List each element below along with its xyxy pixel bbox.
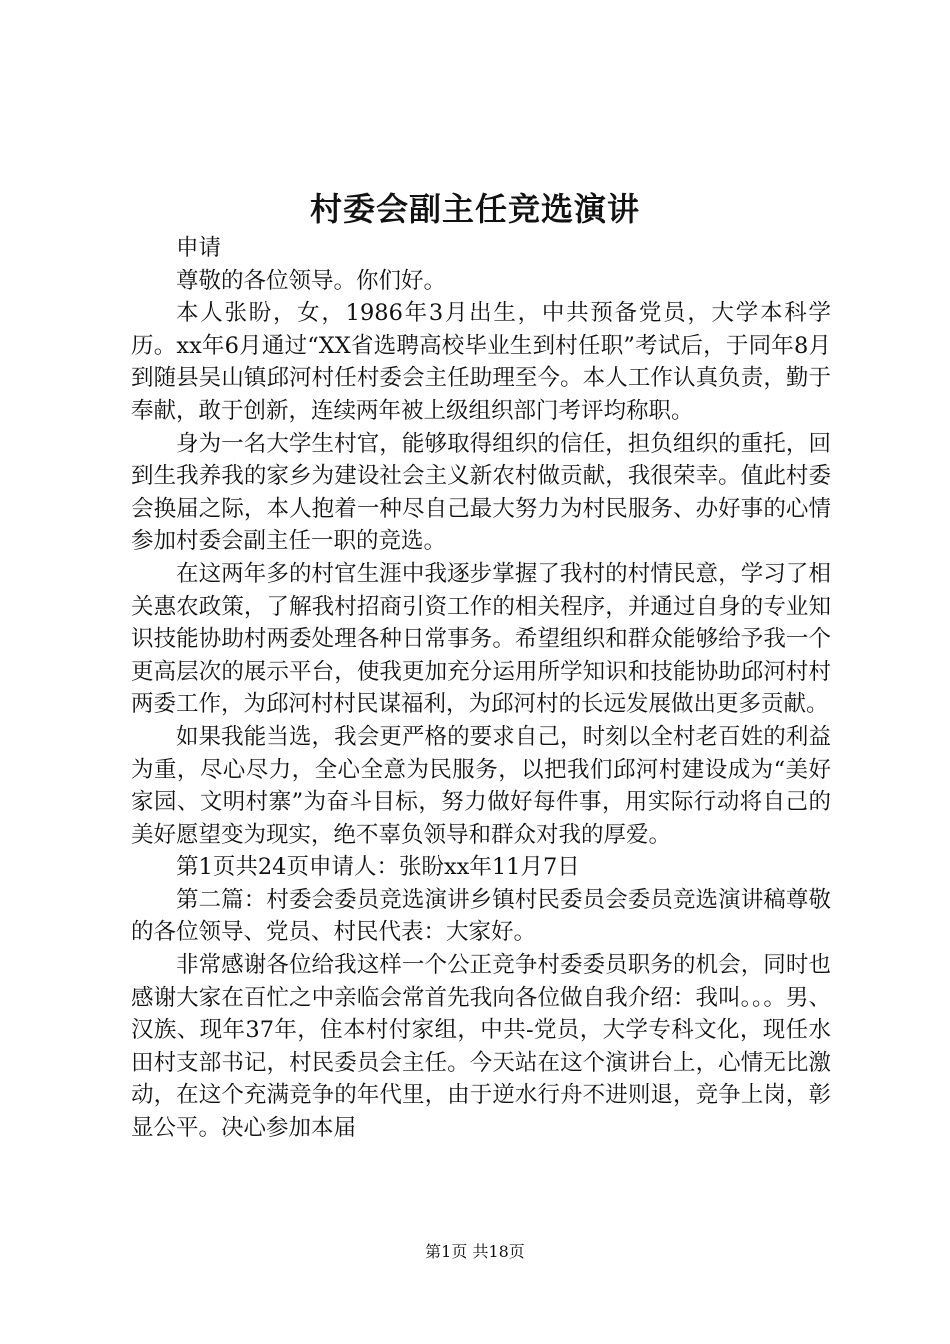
- paragraph: 如果我能当选，我会更严格的要求自己，时刻以全村老百姓的利益为重，尽心尽力，全心全意为民服务，以把我们邱河村建设成为“美好家园、文明村寨”为奋斗目标，努力做好每件事，用实际行动将自己的美好愿望变为现实，绝不辜负领导和群众对我的厚爱。: [131, 723, 831, 848]
- paragraph: 非常感谢各位给我这样一个公正竞争村委委员职务的机会，同时也感谢大家在百忙之中亲临会常首先我向各位做自我介绍：我叫。。。男、汉族、现年37年，住本村付家组，中共-党员，大学专科文化，现任水田村支部书记，村民委员会主任。今天站在这个演讲台上，心情无比激动，在这个充满竞争的年代里，由于逆水行舟不进则退，竞争上岗，彰显公平。决心参加本届: [131, 952, 831, 1142]
- paragraph: 本人张盼，女，1986年3月出生，中共预备党员，大学本科学历。xx年6月通过“XX省选聘高校毕业生到村任职”考试后，于同年8月到随县吴山镇邱河村任村委会主任助理至今。本人工作认真负责，勤于奉献，敢于创新，连续两年被上级组织部门考评均称职。: [131, 300, 831, 424]
- page-footer: 第1页 共18页: [425, 1242, 525, 1261]
- paragraph: 在这两年多的村官生涯中我逐步掌握了我村的村情民意，学习了相关惠农政策，了解我村招商引资工作的相关程序，并通过自身的专业知识技能协助村两委处理各种日常事务。希望组织和群众能够给予我一个更高层次的展示平台，使我更加充分运用所学知识和技能协助邱河村村两委工作，为邱河村村民谋福利，为邱河村的长远发展做出更多贡献。: [131, 560, 831, 718]
- paragraph: 身为一名大学生村官，能够取得组织的信任，担负组织的重托，回到生我养我的家乡为建设社会主义新农村做贡献，我很荣幸。值此村委会换届之际，本人抱着一种尽自己最大努力为村民服务、办好事的心情参加村委会副主任一职的竞选。: [131, 430, 831, 555]
- paragraph: 申请: [176, 235, 222, 261]
- paragraph: 第二篇：村委会委员竞选演讲乡镇村民委员会委员竞选演讲稿尊敬的各位领导、党员、村民代表：大家好。: [131, 886, 831, 946]
- document-body: [131, 232, 831, 1145]
- document-title: 村委会副主任竞选演讲: [309, 190, 640, 228]
- paragraph: 尊敬的各位领导。你们好。: [176, 267, 447, 294]
- paragraph: 第1页共24页申请人：张盼xx年11月7日: [176, 854, 580, 881]
